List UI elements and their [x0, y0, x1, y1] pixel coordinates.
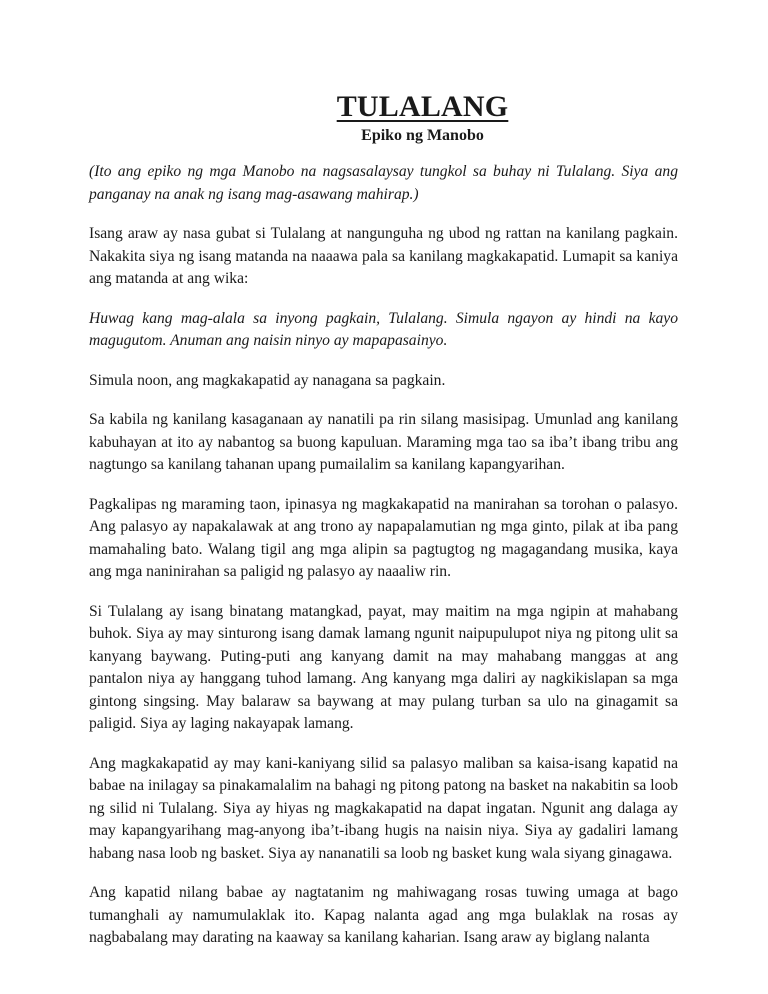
paragraph: Pagkalipas ng maraming taon, ipinasya ng magkakapatid na manirahan sa torohan o palasyo. Ang palasyo ay napakalawak at ang trono ay napapalamutian ng mga ginto, pilak at iba pang mamahaling bato. Walang tigil ang mga alipin sa pagtugtog ng magagandang musika, kaya ang mga naninirahan sa paligid ng palasyo ay naaaliw rin.: [89, 495, 678, 580]
paragraph: Ang magkakapatid ay may kani-kaniyang silid sa palasyo maliban sa kaisa-isang kapatid na babae na inilagay sa pinakamalalim na bahagi ng pitong patong na basket na nakabitin sa loob ng silid ni Tulalang. Siya ay hiyas ng magkakapatid na dapat ingatan. Ngunit ang dalaga ay may kapangyarihang mag-anyong iba’t-ibang hugis na naisin niya. Siya ay gadaliri lamang habang nasa loob ng basket. Siya ay nananatili sa loob ng basket kung wala siyang ginagawa.: [89, 754, 678, 862]
quote-paragraph: Huwag kang mag-alala sa inyong pagkain, Tulalang. Simula ngayon ay hindi na kayo magugutom. Anuman ang naisin ninyo ay mapapasainyo.: [89, 309, 678, 349]
document-page: [89, 88, 678, 950]
paragraph: Sa kabila ng kanilang kasaganaan ay nanatili pa rin silang masisipag. Umunlad ang kanilang kabuhayan at ito ay nabantog sa buong kapuluan. Maraming mga tao sa iba’t ibang tribu ang nagtungo sa kanilang tahanan upang pumailalim sa kanilang kapangyarihan.: [89, 411, 678, 473]
document-subtitle: Epiko ng Manobo: [361, 127, 484, 144]
paragraph: Ang kapatid nilang babae ay nagtatanim ng mahiwagang rosas tuwing umaga at bago tumanghali ay namumulaklak ito. Kapag nalanta agad ang mga bulaklak na rosas ay nagbabalang may darating na kaaway sa kanilang kaharian. Isang araw ay biglang nalanta: [89, 884, 678, 946]
paragraph: Simula noon, ang magkakapatid ay nanagana sa pagkain.: [89, 371, 446, 389]
paragraph: Isang araw ay nasa gubat si Tulalang at nangunguha ng ubod ng rattan na kanilang pagkain. Nakakita siya ng isang matanda na naaawa pala sa kanilang magkakapatid. Lumapit sa kaniya ang matanda at ang wika:: [89, 225, 678, 287]
intro-paragraph: (Ito ang epiko ng mga Manobo na nagsasalaysay tungkol sa buhay ni Tulalang. Siya ang panganay na anak ng isang mag-asawang mahirap.): [89, 163, 678, 203]
paragraph: Si Tulalang ay isang binatang matangkad, payat, may maitim na mga ngipin at mahabang buhok. Siya ay may sinturong isang damak lamang ngunit naipupulupot niya ng pitong ulit sa kanyang baywang. Puting-puti ang kanyang damit na may mahabang manggas at ang pantalon niya ay hanggang tuhod lamang. Ang kanyang mga daliri ay nagkikislapan sa mga gintong singsing. May balaraw sa baywang at may pulang turban sa ulo na ginagamit sa paligid. Siya ay laging nakayapak lamang.: [89, 602, 678, 732]
document-title: TULALANG: [336, 90, 509, 123]
